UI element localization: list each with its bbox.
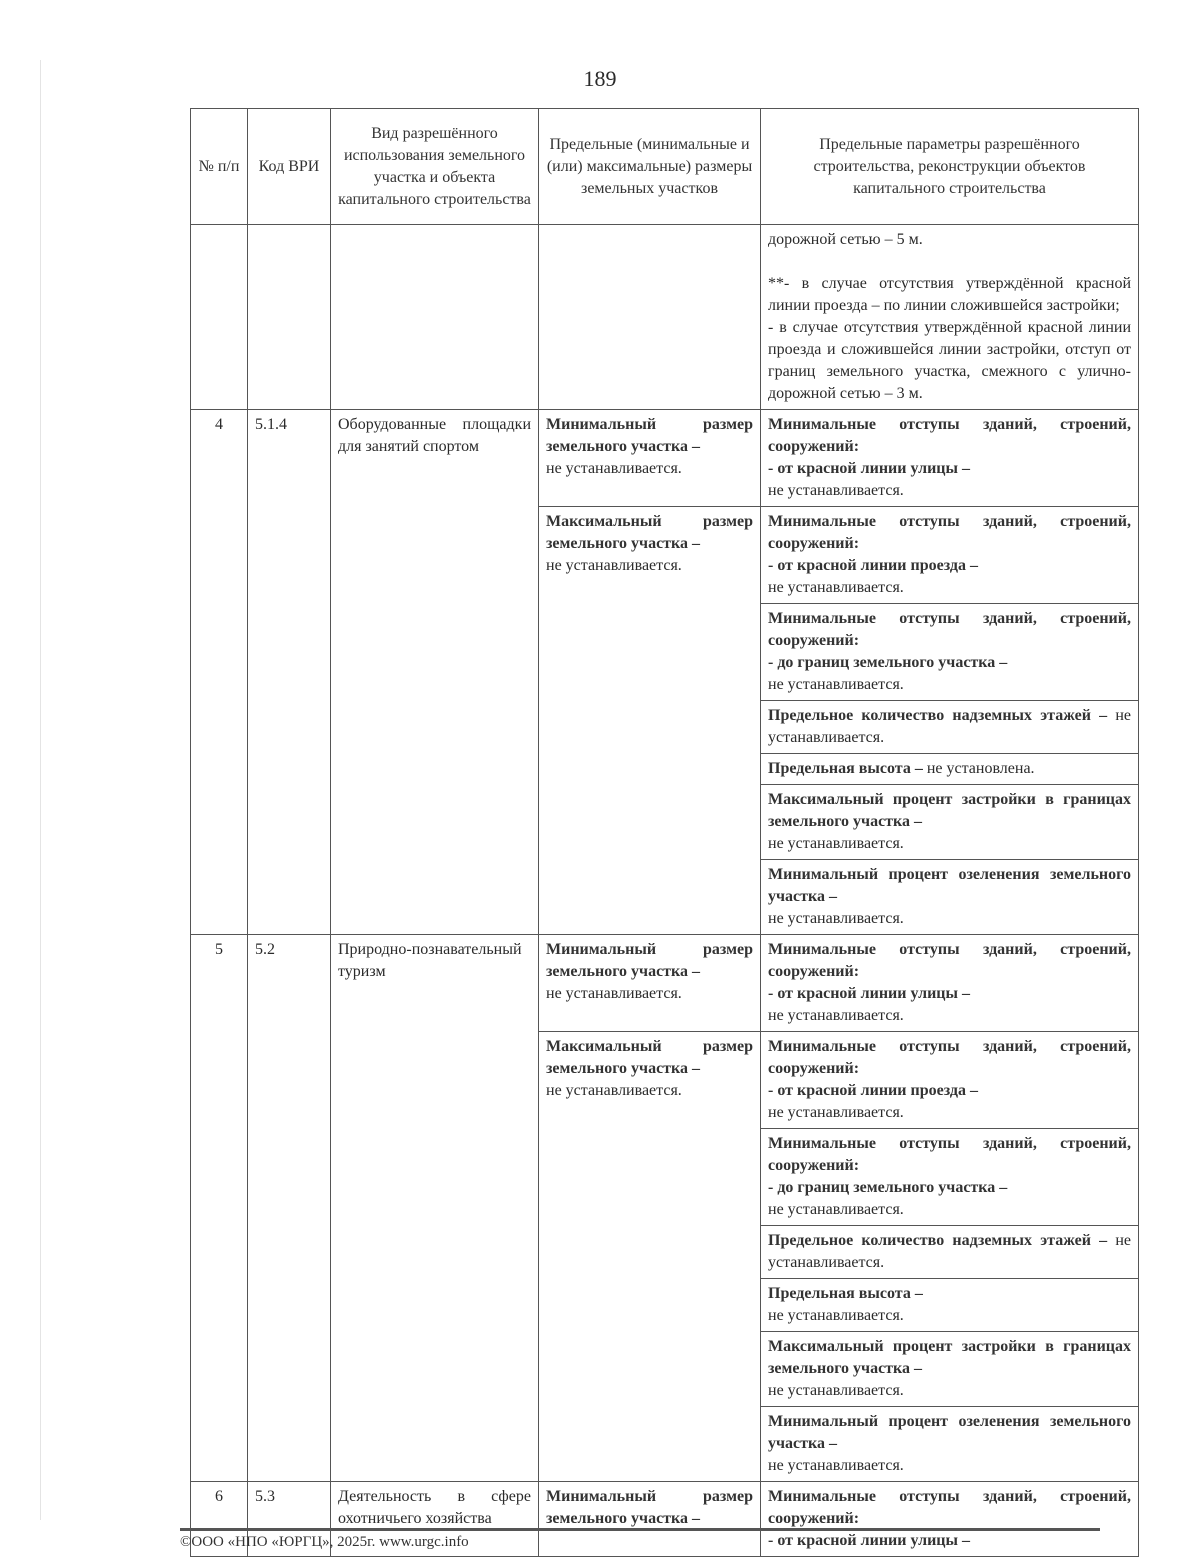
zoning-parameters-table [190,108,1139,1557]
row-code: 5.1.4 [248,410,331,935]
param-line: - от красной линии улицы – [768,1532,970,1549]
param-value: не установлена. [926,760,1035,777]
param-label: Минимальные отступы зданий, строений, сооружений: [768,1488,1131,1527]
param-label: Минимальные отступы зданий, строений, сооружений: [768,941,1131,980]
param-value: не устанавливается. [768,1457,904,1474]
min-size-cell [539,935,761,1032]
row-number: 6 [191,1482,248,1557]
param-cell [761,860,1139,935]
scan-edge-line [40,60,41,1520]
param-cell [761,935,1139,1032]
min-size-cell [539,1482,761,1557]
row-kind: Деятельность в сфере охотничьего хозяйства [331,1482,539,1557]
param-value: не устанавливается. [768,1007,904,1024]
header-code: Код ВРИ [248,109,331,225]
page-number: 189 [583,66,617,91]
continuation-line: дорожной сетью – 5 м. [768,231,923,248]
param-label: Минимальные отступы зданий, строений, сооружений: [768,1038,1131,1077]
footer-copyright: ©ООО «НПО «ЮРГЦ», 2025г. www.urgc.info [180,1534,469,1550]
param-value: не устанавливается. [768,579,904,596]
table-row [191,410,1139,507]
row-number: 5 [191,935,248,1482]
param-cell [761,1129,1139,1226]
param-value: не устанавливается. [768,1201,904,1218]
param-line: - от красной линии улицы – [768,985,970,1002]
footer-rule [180,1528,1100,1531]
param-cell [761,507,1139,604]
row-kind: Оборудованные площадки для занятий спортом [331,410,539,935]
header-kind: Вид разрешённого использования земельного участка и объекта капитального строительства [331,109,539,225]
param-value: не устанавливается. [768,707,1131,746]
param-label: Минимальные отступы зданий, строений, сооружений: [768,416,1131,455]
param-line: - от красной линии улицы – [768,460,970,477]
param-label: Предельная высота – [768,760,923,777]
max-size-value: не устанавливается. [546,1082,682,1099]
param-cell [761,1407,1139,1482]
param-label: Минимальные отступы зданий, строений, сооружений: [768,513,1131,552]
param-line: - до границ земельного участка – [768,654,1008,671]
param-cell [761,1332,1139,1407]
max-size-value: не устанавливается. [546,557,682,574]
param-line: - от красной линии проезда – [768,557,978,574]
param-value: не устанавливается. [768,1232,1131,1271]
row-code: 5.3 [248,1482,331,1557]
min-size-label: Минимальный размер земельного участка – [546,941,753,980]
param-cell [761,785,1139,860]
header-sizes: Предельные (минимальные и (или) максимальные) размеры земельных участков [539,109,761,225]
row-code: 5.2 [248,935,331,1482]
param-cell [761,604,1139,701]
param-label: Минимальные отступы зданий, строений, сооружений: [768,1135,1131,1174]
param-label: Максимальный процент застройки в границах земельного участка – [768,1338,1131,1377]
param-value: не устанавливается. [768,1382,904,1399]
param-cell [761,1279,1139,1332]
min-size-label: Минимальный размер земельного участка – [546,416,753,455]
param-label: Минимальный процент озеленения земельного участка – [768,866,1131,905]
param-value: не устанавливается. [768,1307,904,1324]
param-value: не устанавливается. [768,835,904,852]
param-cell [761,1482,1139,1557]
continuation-paragraph: **- в случае отсутствия утверждённой красной линии проезда – по линии сложившейся застройки; [768,275,1131,314]
param-cell [761,1226,1139,1279]
param-label: Предельное количество надземных этажей – [768,707,1108,724]
row-number: 4 [191,410,248,935]
param-label: Предельная высота – [768,1285,923,1302]
table-row-continuation [191,225,1139,410]
min-size-label: Минимальный размер земельного участка – [546,1488,753,1527]
table-row [191,935,1139,1032]
max-size-label: Максимальный размер земельного участка – [546,513,753,552]
param-label: Минимальный процент озеленения земельного участка – [768,1413,1131,1452]
param-cell [761,754,1139,785]
min-size-value: не устанавливается. [546,985,682,1002]
min-size-value: не устанавливается. [546,460,682,477]
continuation-paragraph: - в случае отсутствия утверждённой красной линии проезда и сложившейся линии застройки, отступ от границ земельного участка, смежного с улично-дорожной сетью – 3 м. [768,319,1131,402]
max-size-label: Максимальный размер земельного участка – [546,1038,753,1077]
param-cell [761,410,1139,507]
param-label: Максимальный процент застройки в границах земельного участка – [768,791,1131,830]
header-num: № п/п [191,109,248,225]
param-label: Предельное количество надземных этажей – [768,1232,1108,1249]
continuation-cell [761,225,1139,410]
param-line: - от красной линии проезда – [768,1082,978,1099]
param-value: не устанавливается. [768,910,904,927]
row-kind: Природно-познавательный туризм [331,935,539,1482]
param-cell [761,701,1139,754]
max-size-cell [539,507,761,935]
header-params: Предельные параметры разрешённого строительства, реконструкции объектов капитального строительства [761,109,1139,225]
param-label: Минимальные отступы зданий, строений, сооружений: [768,610,1131,649]
param-cell [761,1032,1139,1129]
param-value: не устанавливается. [768,1104,904,1121]
min-size-cell [539,410,761,507]
param-value: не устанавливается. [768,676,904,693]
max-size-cell [539,1032,761,1482]
param-value: не устанавливается. [768,482,904,499]
param-line: - до границ земельного участка – [768,1179,1008,1196]
table-header-row [191,109,1139,225]
